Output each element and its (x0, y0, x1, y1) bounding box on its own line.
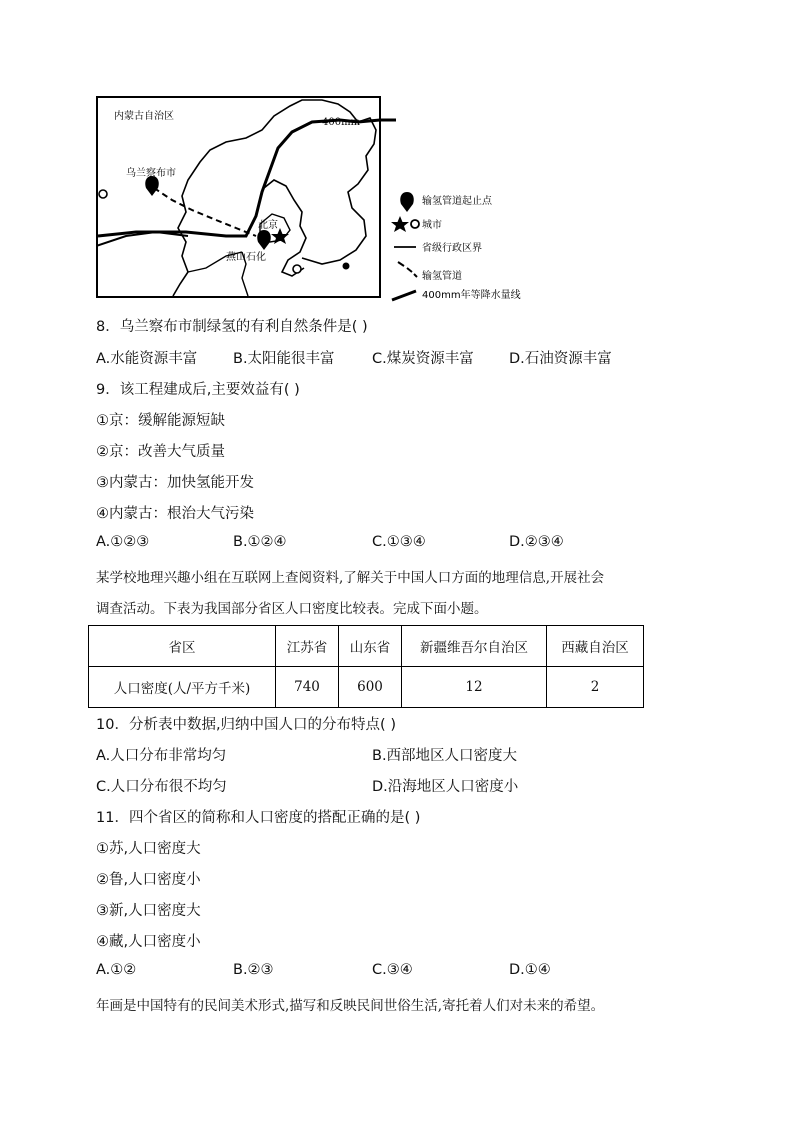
option-a[interactable]: A.①②③ (96, 534, 150, 550)
dashed-line-icon (398, 262, 417, 277)
intro-paragraph-line-1: 某学校地理兴趣小组在互联网上查阅资料,了解关于中国人口方面的地理信息,开展社会 (96, 570, 605, 586)
option-c[interactable]: C.③④ (372, 962, 413, 978)
option-b[interactable]: B.西部地区人口密度大 (372, 748, 518, 764)
option-a[interactable]: A.人口分布非常均匀 (96, 748, 227, 764)
table-row (89, 667, 644, 708)
option-d[interactable]: D.沿海地区人口密度小 (372, 779, 519, 795)
question-8-stem: 8．乌兰察布市制绿氢的有利自然条件是( ) (96, 319, 368, 335)
city-label-ulanqab: 乌兰察布市 (126, 168, 176, 179)
option-c[interactable]: C.①③④ (372, 534, 426, 550)
pin-icon (400, 192, 414, 212)
option-c[interactable]: C.人口分布很不均匀 (96, 779, 227, 795)
legend-label-pipeline-endpoint: 输氢管道起止点 (422, 196, 492, 207)
city-circle-south (293, 265, 301, 273)
option-b[interactable]: B.太阳能很丰富 (233, 351, 335, 367)
option-d[interactable]: D.①④ (509, 962, 551, 978)
option-a[interactable]: A.①② (96, 962, 137, 978)
table-cell: 740 (276, 667, 339, 708)
isohyet-label: 400mm (322, 117, 361, 128)
question-9-item-3: ③内蒙古：加快氢能开发 (96, 475, 254, 491)
hydrogen-pipeline-map (96, 96, 536, 304)
table-header-cell: 山东省 (339, 626, 402, 667)
legend-label-city: 城市 (422, 220, 442, 231)
option-b[interactable]: B.①②④ (233, 534, 287, 550)
legend-label-isohyet: 400mm年等降水量线 (422, 290, 521, 301)
city-label-beijing: 北京 (258, 220, 278, 231)
legend-label-pipeline: 输氢管道 (422, 271, 462, 282)
city-circle-east (343, 263, 350, 270)
hydrogen-pipeline (154, 188, 256, 236)
question-11-item-4: ④藏,人口密度小 (96, 934, 201, 950)
option-c[interactable]: C.煤炭资源丰富 (372, 351, 474, 367)
question-9-stem: 9．该工程建成后,主要效益有( ) (96, 382, 300, 398)
circle-icon (411, 220, 419, 228)
city-label-yanshan: 燕山石化 (226, 252, 266, 263)
table-cell: 12 (402, 667, 547, 708)
map-drawing (96, 96, 536, 304)
table-header-row (89, 626, 644, 667)
table-header-cell: 江苏省 (276, 626, 339, 667)
thick-line-icon (392, 291, 416, 300)
table-header-cell: 省区 (89, 626, 276, 667)
option-d[interactable]: D.②③④ (509, 534, 564, 550)
question-11-item-1: ①苏,人口密度大 (96, 841, 201, 857)
question-9-item-1: ①京：缓解能源短缺 (96, 413, 225, 429)
map-legend (391, 192, 521, 301)
question-11-stem: 11．四个省区的简称和人口密度的搭配正确的是( ) (96, 810, 421, 826)
table-header-cell: 西藏自治区 (547, 626, 644, 667)
intro-paragraph-3: 年画是中国特有的民间美术形式,描写和反映民间世俗生活,寄托着人们对未来的希望。 (96, 998, 605, 1014)
question-9-item-2: ②京：改善大气质量 (96, 444, 225, 460)
question-11-item-2: ②鲁,人口密度小 (96, 872, 201, 888)
region-label: 内蒙古自治区 (114, 111, 174, 122)
table-cell: 2 (547, 667, 644, 708)
question-11-item-3: ③新,人口密度大 (96, 903, 201, 919)
pin-icon-yanshan (257, 230, 271, 250)
intro-paragraph-line-2: 调查活动。下表为我国部分省区人口密度比较表。完成下面小题。 (96, 601, 488, 617)
pin-icon-ulanqab (145, 176, 159, 196)
table-cell: 人口密度(人/平方千米) (89, 667, 276, 708)
star-icon (391, 216, 409, 232)
question-10-stem: 10．分析表中数据,归纳中国人口的分布特点( ) (96, 717, 396, 733)
question-9-item-4: ④内蒙古：根治大气污染 (96, 506, 254, 522)
city-circle-west (99, 190, 107, 198)
option-d[interactable]: D.石油资源丰富 (509, 351, 612, 367)
table-cell: 600 (339, 667, 402, 708)
population-density-table (88, 625, 644, 708)
table-header-cell: 新疆维吾尔自治区 (402, 626, 547, 667)
legend-label-boundary: 省级行政区界 (422, 243, 482, 254)
option-a[interactable]: A.水能资源丰富 (96, 351, 198, 367)
option-b[interactable]: B.②③ (233, 962, 274, 978)
